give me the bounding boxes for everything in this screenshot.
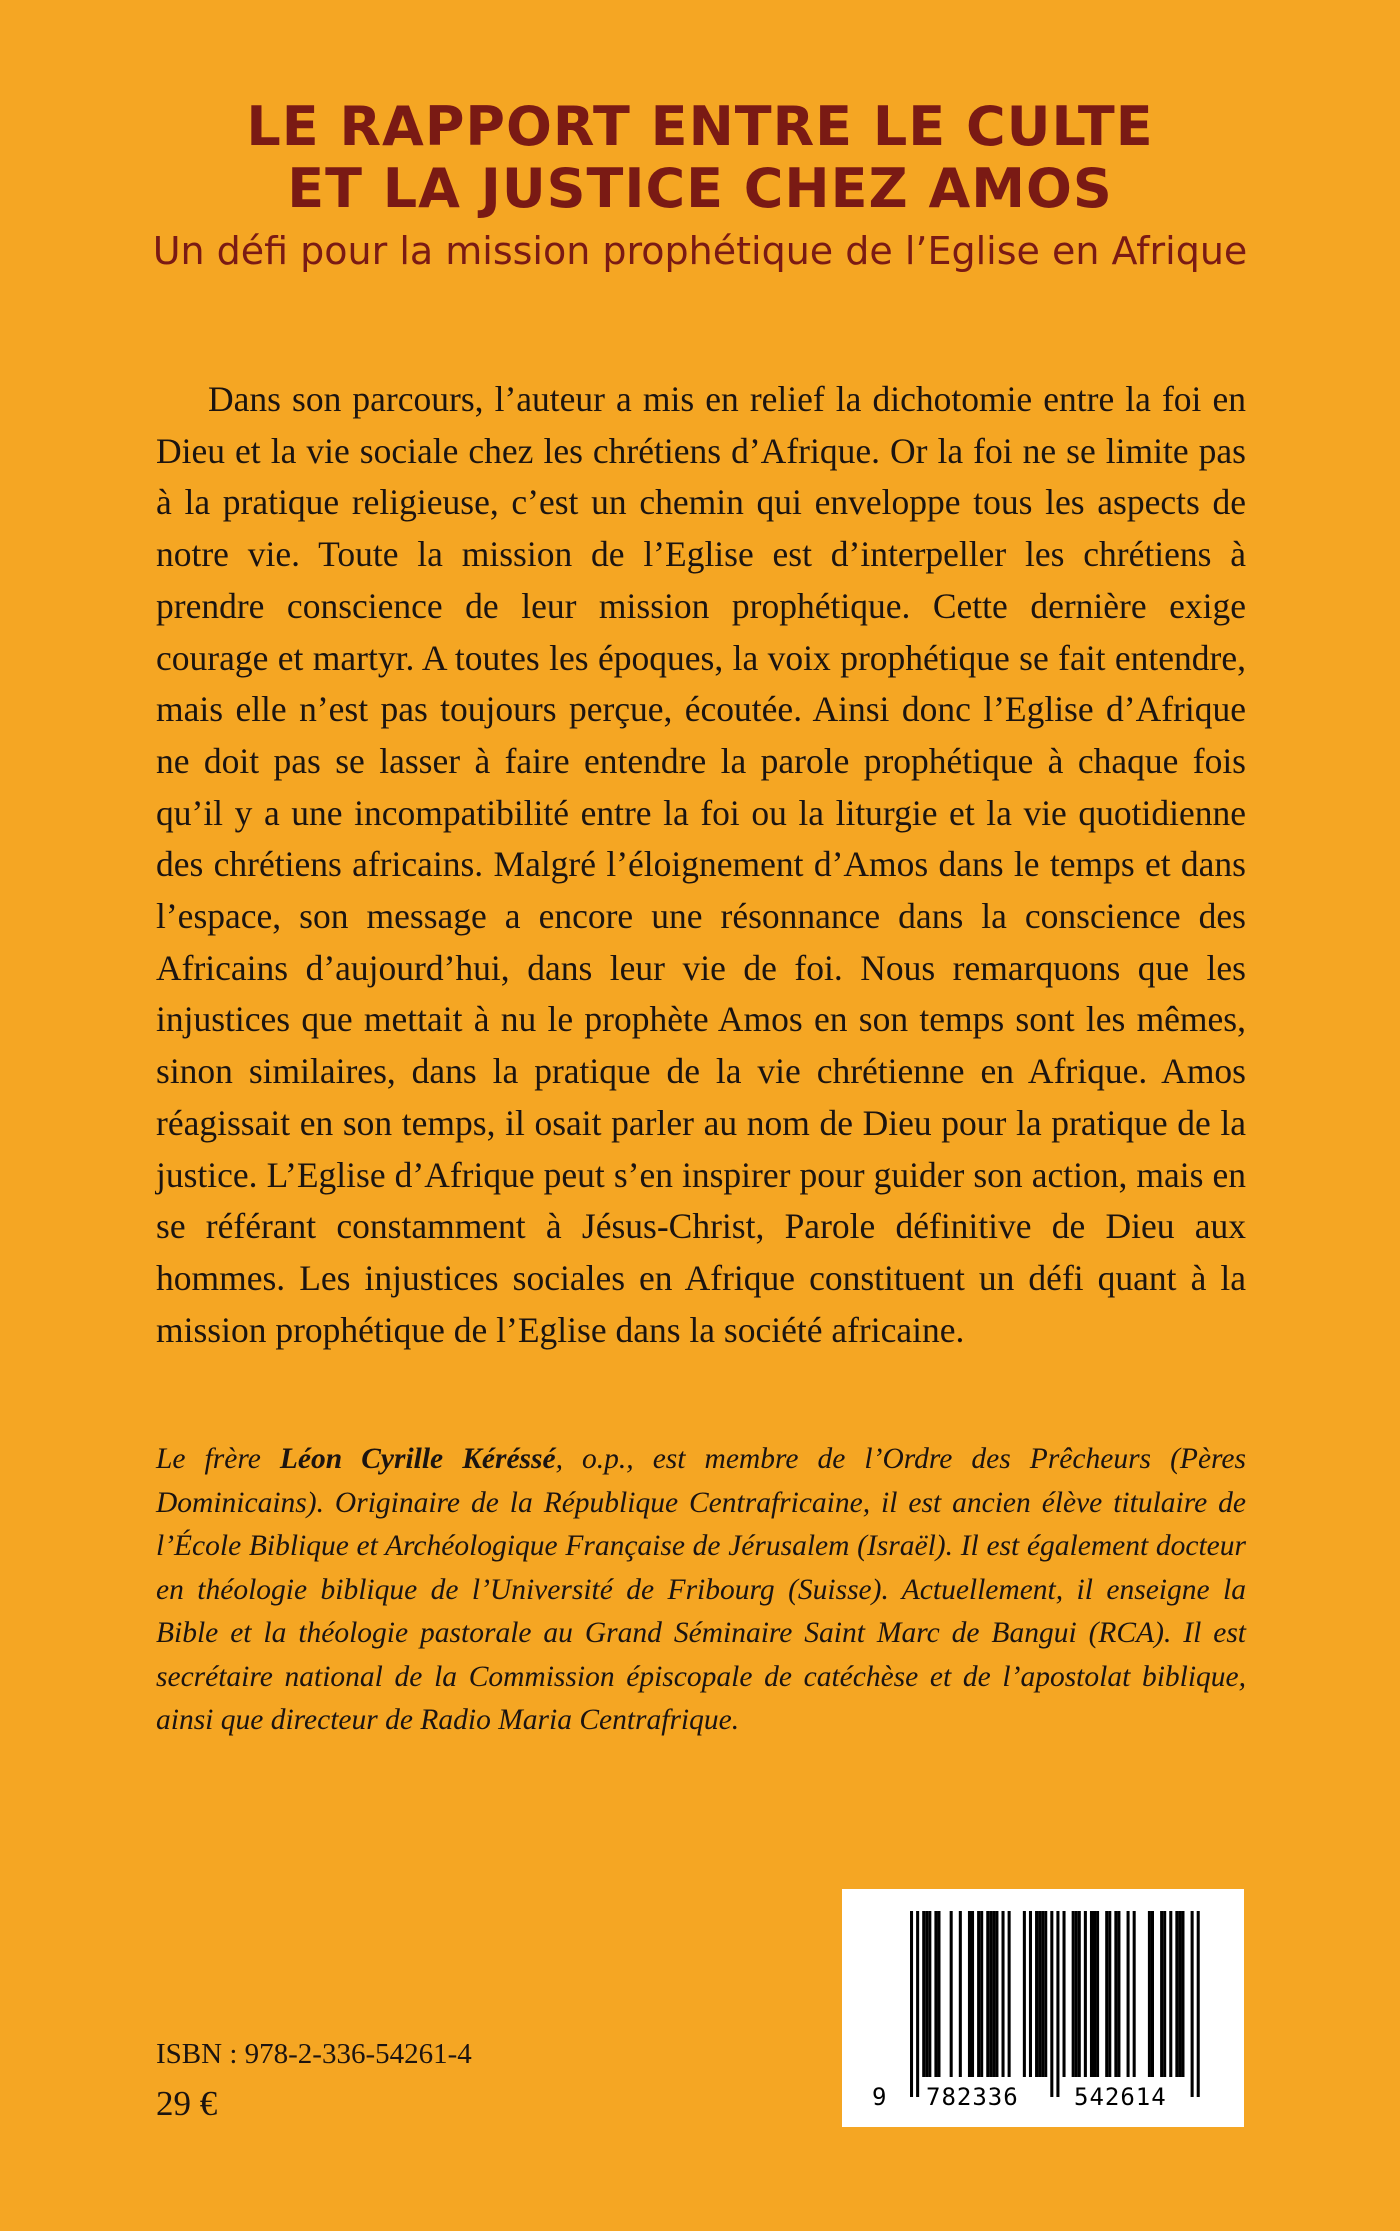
barcode-guard-bar (1056, 1911, 1059, 2097)
barcode-bar (937, 1911, 940, 2077)
barcode-bar (1114, 1911, 1117, 2077)
barcode-bar (1093, 1911, 1096, 2077)
author-bio (156, 1438, 1246, 1743)
barcode-bar (1178, 1911, 1181, 2077)
barcode-bar (1163, 1911, 1166, 2077)
barcode-bar (1078, 1911, 1081, 2077)
barcode-digits-right: 542614 (1074, 2083, 1167, 2111)
barcode (842, 1889, 1244, 2127)
author-bio-text: , o.p., est membre de l’Ordre des Prêcheurs (Pères Dominicains). Originaire de la République Centrafricaine, il est ancien élève titulaire de l’École Biblique et Archéologique Française de Jérusalem (Israël). Il est également docteur en théologie biblique de l’Université de Fribourg (Suisse). Actuellement, il enseigne la Bible et la théologie pastorale au Grand Séminaire Saint Marc de Bangui (RCA). Il est secrétaire national de la Commission épiscopale de catéchèse et de l’apostolat biblique, ainsi que directeur de Radio Maria Centrafrique. (156, 1443, 1246, 1736)
barcode-guard-bar (916, 1911, 919, 2097)
barcode-guard-bar (1191, 1911, 1194, 2097)
barcode-bar (968, 1911, 971, 2077)
barcode-bar (980, 1911, 983, 2077)
barcode-bar (1029, 1911, 1032, 2077)
barcode-bar (1090, 1911, 1093, 2077)
barcode-bar (1096, 1911, 1099, 2077)
barcode-bar (1002, 1911, 1005, 2077)
barcode-bar (986, 1911, 989, 2077)
barcode-bar (1041, 1911, 1044, 2077)
barcode-digits-left: 782336 (926, 2083, 1019, 2111)
barcode-bar (1181, 1911, 1184, 2077)
barcode-bar (922, 1911, 925, 2077)
barcode-bar (925, 1911, 928, 2077)
barcode-guard-bar (1050, 1911, 1053, 2097)
barcode-bar (1175, 1911, 1178, 2077)
barcode-bar (989, 1911, 992, 2077)
barcode-bar (1075, 1911, 1078, 2077)
barcode-bar (1105, 1911, 1108, 2077)
barcode-bar (1072, 1911, 1075, 2077)
barcode-bar (1035, 1911, 1038, 2077)
barcode-bar (1151, 1911, 1154, 2077)
barcode-bar (1063, 1911, 1066, 2077)
barcode-bar (1108, 1911, 1111, 2077)
barcode-bar (1160, 1911, 1163, 2077)
barcode-bar (1117, 1911, 1120, 2077)
barcode-bar (1084, 1911, 1087, 2077)
barcode-bar (1044, 1911, 1047, 2077)
author-prefix: Le frère (156, 1443, 280, 1475)
barcode-bar (950, 1911, 953, 2077)
barcode-digit-first: 9 (872, 2083, 887, 2111)
barcode-bar (1023, 1911, 1026, 2077)
barcode-bar (995, 1911, 998, 2077)
book-title-line-2: ET LA JUSTICE CHEZ AMOS (287, 157, 1113, 220)
price: 29 € (156, 2084, 218, 2123)
barcode-bar (928, 1911, 931, 2077)
author-name: Léon Cyrille Kéréssé (279, 1443, 556, 1475)
barcode-bar (934, 1911, 937, 2077)
barcode-bar (992, 1911, 995, 2077)
isbn: ISBN : 978-2-336-54261-4 (156, 2038, 472, 2070)
barcode-bar (959, 1911, 962, 2077)
barcode-bar (1127, 1911, 1130, 2077)
barcode-bar (1133, 1911, 1136, 2077)
book-subtitle: Un défi pour la mission prophétique de l’Eglise en Afrique (152, 229, 1248, 273)
barcode-bar (977, 1911, 980, 2077)
barcode-bars (842, 1889, 1244, 2127)
barcode-bar (1008, 1911, 1011, 2077)
book-title-line-1: LE RAPPORT ENTRE LE CULTE (246, 95, 1154, 158)
barcode-bar (1148, 1911, 1151, 2077)
barcode-bar (1169, 1911, 1172, 2077)
barcode-guard-bar (910, 1911, 913, 2097)
barcode-guard-bar (1197, 1911, 1200, 2097)
summary-paragraph: Dans son parcours, l’auteur a mis en relief la dichotomie entre la foi en Dieu et la vie sociale chez les chrétiens d’Afrique. Or la foi ne se limite pas à la pratique religieuse, c’est un chemin qui enveloppe tous les aspects de notre vie. Toute la mission de l’Eglise est d’interpeller les chrétiens à prendre conscience de leur mission prophétique. Cette dernière exige courage et martyr. A toutes les époques, la voix prophétique se fait entendre, mais elle n’est pas toujours perçue, écoutée. Ainsi donc l’Eglise d’Afrique ne doit pas se lasser à faire entendre la parole prophétique à chaque fois qu’il y a une incompatibilité entre la foi ou la liturgie et la vie quotidienne des chrétiens africains. Malgré l’éloignement d’Amos dans le temps et dans l’espace, son message a encore une résonnance dans la conscience des Africains d’aujourd’hui, dans leur vie de foi. Nous remarquons que les injustices que mettait à nu le prophète Amos en son temps sont les mêmes, sinon similaires, dans la pratique de la vie chrétienne en Afrique. Amos réagissait en son temps, il osait parler au nom de Dieu pour la pratique de la justice. L’Eglise d’Afrique peut s’en inspirer pour guider son action, mais en se référant constamment à Jésus-Christ, Parole définitive de Dieu aux hommes. Les injustices sociales en Afrique constituent un défi quant à la mission prophétique de l’Eglise dans la société africaine. (156, 379, 1246, 1350)
barcode-bar (971, 1911, 974, 2077)
title-block (0, 96, 1400, 276)
barcode-bar (1038, 1911, 1041, 2077)
